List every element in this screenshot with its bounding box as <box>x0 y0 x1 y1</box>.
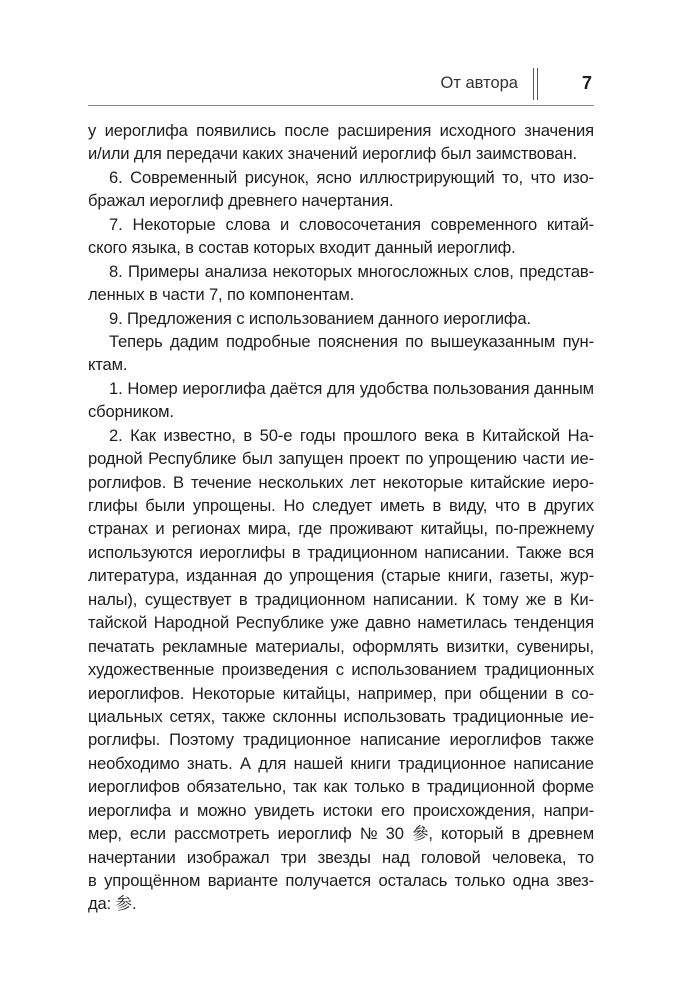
text-line <box>88 377 594 400</box>
word: человека, <box>491 847 567 867</box>
word: китайцы, <box>420 519 488 539</box>
word: современного <box>430 214 538 234</box>
word: Некоторые <box>132 214 216 234</box>
word: 2. <box>109 425 123 445</box>
word: иероглиф <box>277 824 352 844</box>
text-line <box>88 447 594 470</box>
word: при <box>444 683 472 703</box>
header-divider <box>533 68 538 100</box>
word: виду, <box>448 496 488 515</box>
word: проект <box>348 449 400 469</box>
word: иероглифов <box>449 730 542 750</box>
text-line <box>88 307 594 330</box>
word: нескольких <box>258 472 344 492</box>
word: традиционном <box>307 542 418 562</box>
word: упрощённом <box>104 871 201 890</box>
word: Номер <box>127 378 178 398</box>
word: написании. <box>424 542 510 562</box>
word: упрощения <box>289 566 374 586</box>
word: иероглиф <box>149 191 224 211</box>
text-line <box>88 517 594 540</box>
word: передачи <box>166 144 238 164</box>
text-line <box>88 400 594 423</box>
word: 30 <box>385 824 404 844</box>
header-rule <box>88 105 594 106</box>
text-line <box>88 775 594 798</box>
word: родной <box>88 449 143 469</box>
word: печатать <box>88 636 155 656</box>
word: 参. <box>115 894 137 914</box>
word: течение <box>190 472 252 492</box>
word: иероглифа <box>88 800 172 820</box>
word: традиционное <box>242 730 351 750</box>
word: в <box>185 238 194 258</box>
word: тому <box>482 589 519 609</box>
word: напри- <box>543 800 594 820</box>
word: по-прежнему <box>495 519 594 539</box>
word: в <box>527 496 537 515</box>
text-line <box>88 541 594 564</box>
word: звез- <box>556 871 594 890</box>
word: Современный <box>130 167 238 187</box>
word: в <box>291 542 301 562</box>
word: иероглифы <box>199 542 286 562</box>
word: использованием <box>248 308 375 328</box>
word: и <box>155 519 165 539</box>
word: с <box>335 660 344 680</box>
word: например, <box>357 683 437 703</box>
word: изданная <box>186 566 257 586</box>
word: в <box>88 871 97 890</box>
word: так <box>293 777 317 797</box>
word: слов, <box>473 261 514 281</box>
word: пояснения <box>317 331 398 351</box>
word: одна <box>512 871 550 890</box>
word: традиционной <box>426 777 536 797</box>
word: представ- <box>519 261 594 281</box>
word: оформлять <box>352 636 439 656</box>
word: 50-е <box>259 425 293 445</box>
text-line <box>88 611 594 634</box>
word: иметь <box>379 496 425 515</box>
text-line <box>88 236 594 259</box>
word: использованием <box>351 660 477 680</box>
word: написании. <box>372 589 458 609</box>
word: языка, <box>131 238 181 258</box>
word: налы), <box>88 589 138 609</box>
word: нашей <box>293 753 344 773</box>
word: который <box>441 824 504 844</box>
word: некоторые <box>382 472 464 492</box>
word: пун- <box>562 331 594 351</box>
word: расширения <box>337 121 432 140</box>
word: сувениры, <box>516 636 594 656</box>
word: Теперь <box>109 331 163 351</box>
word: Республике <box>235 613 324 633</box>
word: также <box>222 706 266 726</box>
text-line <box>88 471 594 494</box>
word: входит <box>319 238 371 258</box>
word: слова <box>225 214 271 234</box>
text-line <box>88 752 594 775</box>
text-line <box>88 260 594 283</box>
word: части <box>522 449 565 469</box>
word: ие- <box>570 449 594 469</box>
text-line <box>88 142 594 165</box>
word: На- <box>567 425 594 445</box>
word: в <box>554 683 564 703</box>
word: 7, <box>208 285 223 305</box>
word: в <box>553 589 563 609</box>
word: то, <box>502 167 523 187</box>
word: роглифов. <box>88 472 167 492</box>
word: Республике <box>148 449 237 469</box>
word: ского <box>88 238 128 258</box>
word: книги, <box>447 566 493 586</box>
text-line <box>88 189 594 212</box>
word: склонны <box>272 706 337 726</box>
word: варианте <box>207 871 278 890</box>
word: древнего <box>228 191 298 211</box>
word: в <box>511 824 521 844</box>
text-line <box>88 822 594 845</box>
word: Поэтому <box>169 730 234 750</box>
word: начертания. <box>301 191 394 211</box>
word: древнем <box>528 824 594 844</box>
text-line <box>88 588 594 611</box>
word: Как <box>130 425 156 445</box>
word: увидеть <box>254 800 315 820</box>
text-line <box>88 705 594 728</box>
page-body-text <box>88 119 594 916</box>
word: пользования <box>432 378 530 398</box>
word: иеро- <box>552 472 594 492</box>
word: появились <box>196 121 276 140</box>
word: данный <box>375 238 433 258</box>
word: визитки, <box>446 636 509 656</box>
word: странах <box>88 519 148 539</box>
word: в <box>149 285 158 305</box>
word: происхождения, <box>413 800 536 820</box>
word: по <box>405 331 424 351</box>
word: удобства <box>359 378 429 398</box>
word: иероглиф. <box>437 238 516 258</box>
word: подробные <box>225 331 311 351</box>
text-line <box>88 166 594 189</box>
word: и <box>279 214 290 234</box>
word: для <box>327 378 355 398</box>
word: данным <box>534 378 594 398</box>
word: до <box>263 566 283 586</box>
word: регионах <box>171 519 241 539</box>
word: 6. <box>109 167 123 187</box>
word: начертании <box>88 847 176 867</box>
word: сборником. <box>88 402 174 422</box>
word: Китайской <box>482 425 561 445</box>
word: В <box>173 472 184 492</box>
word: иероглиф <box>362 144 437 164</box>
text-line <box>88 330 594 353</box>
text-line <box>88 424 594 447</box>
word: состав <box>198 238 249 258</box>
word: художественные <box>88 660 215 680</box>
word: исходного <box>439 121 516 140</box>
word: Некоторые <box>191 683 276 703</box>
word: три <box>280 847 307 867</box>
word: части <box>162 285 205 305</box>
word: традиционное <box>398 753 507 773</box>
word: форме <box>541 777 594 797</box>
text-line <box>88 283 594 306</box>
word: в <box>238 589 248 609</box>
word: давно <box>365 613 411 633</box>
word: иероглифов. <box>88 683 185 703</box>
word: звезды <box>317 847 371 867</box>
word: мер, <box>88 824 122 844</box>
word: газеты, <box>499 566 554 586</box>
word: и <box>179 800 189 820</box>
word: существует <box>144 589 232 609</box>
word: по <box>405 449 424 469</box>
word: № <box>359 824 378 844</box>
word: К <box>465 589 475 609</box>
word: изо- <box>563 167 594 187</box>
word: вся <box>568 542 594 562</box>
word: других <box>544 496 594 515</box>
text-line <box>88 564 594 587</box>
text-line <box>88 658 594 681</box>
word: над <box>382 847 410 867</box>
word: со- <box>571 683 594 703</box>
word: изображал <box>186 847 270 867</box>
word: запущен <box>278 449 344 469</box>
word: после <box>284 121 330 140</box>
word: 7. <box>109 214 123 234</box>
word: китайцы, <box>282 683 351 703</box>
word: каких <box>242 144 284 164</box>
word: был <box>440 144 472 164</box>
word: Народной <box>153 613 230 633</box>
word: жур- <box>560 566 594 586</box>
word: А <box>239 753 251 773</box>
word: в <box>411 777 421 797</box>
word: лет <box>350 472 376 492</box>
word: да: <box>88 894 112 914</box>
word: значения <box>524 121 594 140</box>
word: знать. <box>187 753 233 773</box>
word: необходимо <box>88 753 180 773</box>
word: данного <box>378 308 439 328</box>
word: обязательно, <box>186 777 287 797</box>
word: рассмотреть <box>174 824 270 844</box>
word: Предложения <box>127 308 232 328</box>
word: Также <box>516 542 562 562</box>
text-line <box>88 119 594 142</box>
word: его <box>380 800 405 820</box>
word: же <box>526 589 547 609</box>
word: то <box>577 847 594 867</box>
word: иероглифов <box>88 777 180 797</box>
word: рекламные <box>162 636 248 656</box>
word: (старые <box>380 566 441 586</box>
word: мира, <box>247 519 291 539</box>
word: что <box>495 496 520 515</box>
word: упрощены. <box>192 496 276 515</box>
word: сетях, <box>169 706 216 726</box>
word: истоки <box>322 800 373 820</box>
word: многосложных <box>357 261 469 281</box>
word: глифы <box>88 496 138 515</box>
word: проживают <box>329 519 414 539</box>
word: можно <box>196 800 247 820</box>
word: иероглифа. <box>443 308 531 328</box>
word: следует <box>312 496 373 515</box>
text-line <box>88 869 594 892</box>
word: циальных <box>88 706 163 726</box>
word: используются <box>88 542 193 562</box>
word: с <box>236 308 245 328</box>
word: годы <box>299 425 336 445</box>
running-header <box>88 72 594 98</box>
word: были <box>145 496 186 515</box>
word: тайской <box>88 613 148 633</box>
word: заимствован. <box>475 144 577 164</box>
word: общении <box>479 683 548 703</box>
word: рисунок, <box>244 167 309 187</box>
text-line <box>88 213 594 236</box>
word: наметилась <box>417 613 508 633</box>
word: произведения <box>221 660 329 680</box>
word: в <box>432 496 442 515</box>
word: ие- <box>570 706 594 726</box>
word: головой <box>420 847 481 867</box>
word: иероглифа <box>182 378 266 398</box>
word: в <box>243 425 253 445</box>
word: получается <box>285 871 371 890</box>
word: словосочетания <box>298 214 421 234</box>
text-line <box>88 682 594 705</box>
word: компонентам. <box>249 285 355 305</box>
text-line <box>88 892 594 915</box>
word: написание <box>360 730 441 750</box>
word: использовать <box>343 706 446 726</box>
word: материалы, <box>255 636 345 656</box>
word: значений <box>287 144 358 164</box>
word: для <box>258 753 287 773</box>
word: ктам. <box>88 355 128 375</box>
word: 1. <box>109 378 123 398</box>
word: иероглифа <box>104 121 188 140</box>
word: некоторых <box>272 261 353 281</box>
text-line <box>88 353 594 376</box>
word: уже <box>330 613 359 633</box>
word: дадим <box>170 331 219 351</box>
word: написание <box>513 753 594 773</box>
word: которых <box>253 238 315 258</box>
text-line <box>88 799 594 822</box>
word: иллюстрирующий <box>359 167 495 187</box>
word: у <box>88 121 97 140</box>
word: традиционные <box>452 706 564 726</box>
word: книги <box>350 753 391 773</box>
word: в <box>466 425 475 445</box>
word: известно, <box>163 425 236 445</box>
page-number: 7 <box>581 73 592 93</box>
word: если <box>130 824 166 844</box>
text-line <box>88 635 594 658</box>
word: бражал <box>88 191 146 211</box>
word: осталась <box>378 871 448 890</box>
word: также <box>550 730 594 750</box>
word: китайские <box>470 472 546 492</box>
word: и/или <box>88 144 130 164</box>
word: прошлого <box>343 425 417 445</box>
word: ясно <box>316 167 352 187</box>
word: Ки- <box>569 589 594 609</box>
word: где <box>298 519 322 539</box>
word: только <box>354 777 405 797</box>
word: тенденция <box>513 613 594 633</box>
word: 8. <box>109 261 123 281</box>
word: даётся <box>270 378 323 398</box>
word: роглифы. <box>88 730 161 750</box>
section-title: От автора <box>440 74 518 92</box>
word: как <box>323 777 348 797</box>
word: был <box>242 449 273 469</box>
word: для <box>133 144 162 164</box>
word: литература, <box>88 566 180 586</box>
word: века <box>424 425 459 445</box>
word: упрощению <box>428 449 517 469</box>
word: ленных <box>88 285 145 305</box>
word: традиционных <box>484 660 594 680</box>
word: по <box>226 285 245 305</box>
word: традиционном <box>255 589 366 609</box>
text-line <box>88 846 594 869</box>
word: 參, <box>411 824 433 844</box>
text-line <box>88 728 594 751</box>
word: что <box>530 167 556 187</box>
word: вышеуказанным <box>430 331 556 351</box>
word: 9. <box>109 308 123 328</box>
word: Примеры <box>128 261 200 281</box>
text-line <box>88 494 594 517</box>
word: китай- <box>546 214 594 234</box>
word: Но <box>283 496 305 515</box>
word: анализа <box>204 261 268 281</box>
word: только <box>454 871 506 890</box>
